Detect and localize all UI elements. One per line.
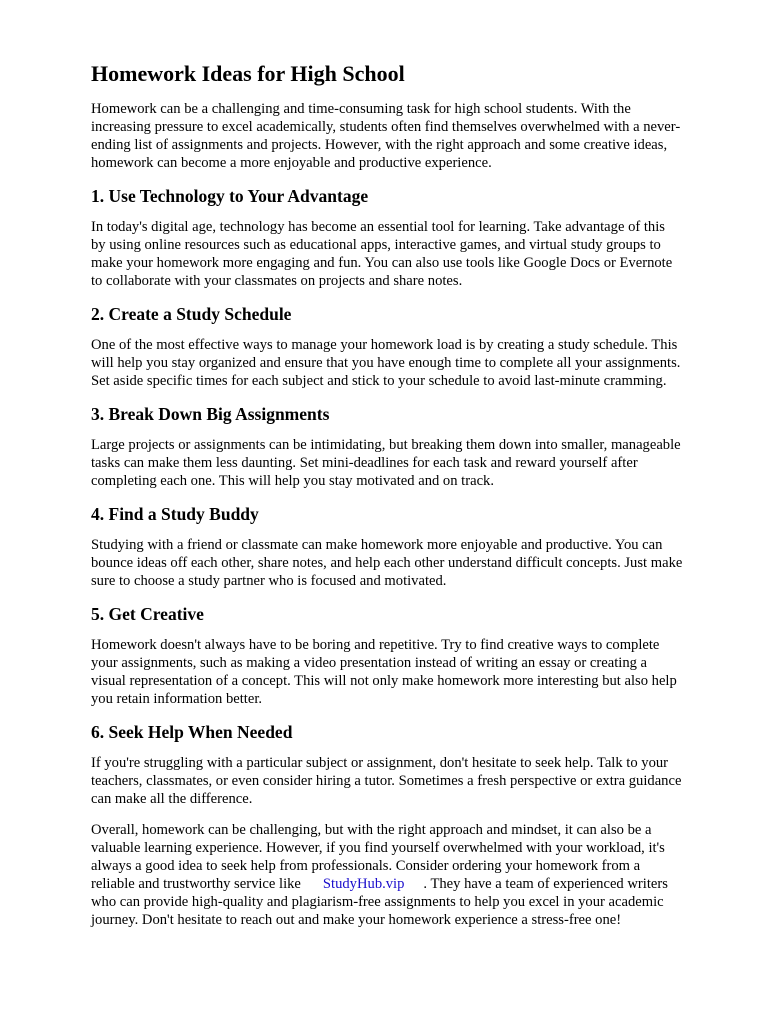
text-line: One of the most effective ways to manage your homework load is by creating a study schedule. This — [91, 337, 678, 353]
conclusion-paragraph — [91, 821, 731, 929]
text-line: make your homework more engaging and fun. You can also use tools like Google Docs or Evernote — [91, 255, 673, 271]
text-line: In today's digital age, technology has become an essential tool for learning. Take advantage of this — [91, 219, 665, 235]
section-heading-assignments: 3. Break Down Big Assignments — [91, 404, 330, 424]
section-heading-technology: 1. Use Technology to Your Advantage — [91, 186, 369, 206]
text-fragment: . They have a team of experienced writers — [423, 876, 668, 892]
document-page — [91, 60, 731, 942]
text-line: Studying with a friend or classmate can make homework more enjoyable and productive. You can — [91, 537, 663, 553]
text-line: teachers, classmates, or even consider hiring a tutor. Sometimes a fresh perspective or extra guidance — [91, 773, 682, 789]
intro-paragraph — [91, 100, 731, 172]
text-line: Homework doesn't always have to be boring and repetitive. Try to find creative ways to complete — [91, 637, 660, 653]
text-line: who can provide high-quality and plagiarism-free assignments to help you excel in your academic — [91, 894, 664, 910]
text-line: your assignments, such as making a video presentation instead of writing an essay or creating a — [91, 655, 648, 671]
section-heading-schedule: 2. Create a Study Schedule — [91, 304, 292, 324]
section-heading-seek-help: 6. Seek Help When Needed — [91, 722, 293, 742]
text-line: always a good idea to seek help from professionals. Consider ordering your homework from a — [91, 858, 641, 874]
text-line: ending list of assignments and projects. However, with the right approach and some creative ideas, — [91, 137, 668, 153]
page-title: Homework Ideas for High School — [91, 61, 405, 86]
text-line: will help you stay organized and ensure that you have enough time to complete all your assignments. — [91, 355, 681, 371]
text-line: you retain information better. — [91, 691, 263, 707]
section-heading-study-buddy: 4. Find a Study Buddy — [91, 504, 259, 524]
text-line: can make all the difference. — [91, 791, 253, 807]
text-line: homework can become a more enjoyable and productive experience. — [91, 155, 492, 171]
text-line: sure to choose a study partner who is focused and motivated. — [91, 573, 447, 589]
text-line: Large projects or assignments can be intimidating, but breaking them down into smaller, manageable — [91, 437, 681, 453]
section-paragraph-study-buddy — [91, 536, 731, 590]
text-line: tasks can make them less daunting. Set mini-deadlines for each task and reward yourself after — [91, 455, 638, 471]
text-line: journey. Don't hesitate to reach out and make your homework experience a stress-free one! — [91, 912, 622, 928]
link-line — [91, 875, 731, 893]
text-line: increasing pressure to excel academically, students often find themselves overwhelmed with a never- — [91, 119, 681, 135]
text-line: bounce ideas off each other, share notes, and help each other understand difficult concepts. Just make — [91, 555, 683, 571]
section-paragraph-creative — [91, 636, 731, 708]
section-paragraph-assignments — [91, 436, 731, 490]
text-line: Homework can be a challenging and time-consuming task for high school students. With the — [91, 101, 631, 117]
studyhub-link[interactable]: StudyHub.vip — [322, 876, 405, 892]
text-line: If you're struggling with a particular subject or assignment, don't hesitate to seek help. Talk to your — [91, 755, 669, 771]
text-fragment: reliable and trustworthy service like — [91, 876, 301, 892]
text-line: completing each one. This will help you stay motivated and on track. — [91, 473, 494, 489]
text-line: visual representation of a concept. This will not only make homework more interesting but also help — [91, 673, 677, 689]
text-line: by using online resources such as educational apps, interactive games, and virtual study groups to — [91, 237, 661, 253]
text-line: to collaborate with your classmates on projects and share notes. — [91, 273, 463, 289]
section-paragraph-schedule — [91, 336, 731, 390]
section-paragraph-technology — [91, 218, 731, 290]
text-line: Overall, homework can be challenging, but with the right approach and mindset, it can also be a — [91, 822, 652, 838]
section-heading-creative: 5. Get Creative — [91, 604, 204, 624]
text-line: Set aside specific times for each subject and stick to your schedule to avoid last-minute cramming. — [91, 373, 667, 389]
text-line: valuable learning experience. However, if you find yourself overwhelmed with your workload, it's — [91, 840, 665, 856]
section-paragraph-seek-help — [91, 754, 731, 808]
